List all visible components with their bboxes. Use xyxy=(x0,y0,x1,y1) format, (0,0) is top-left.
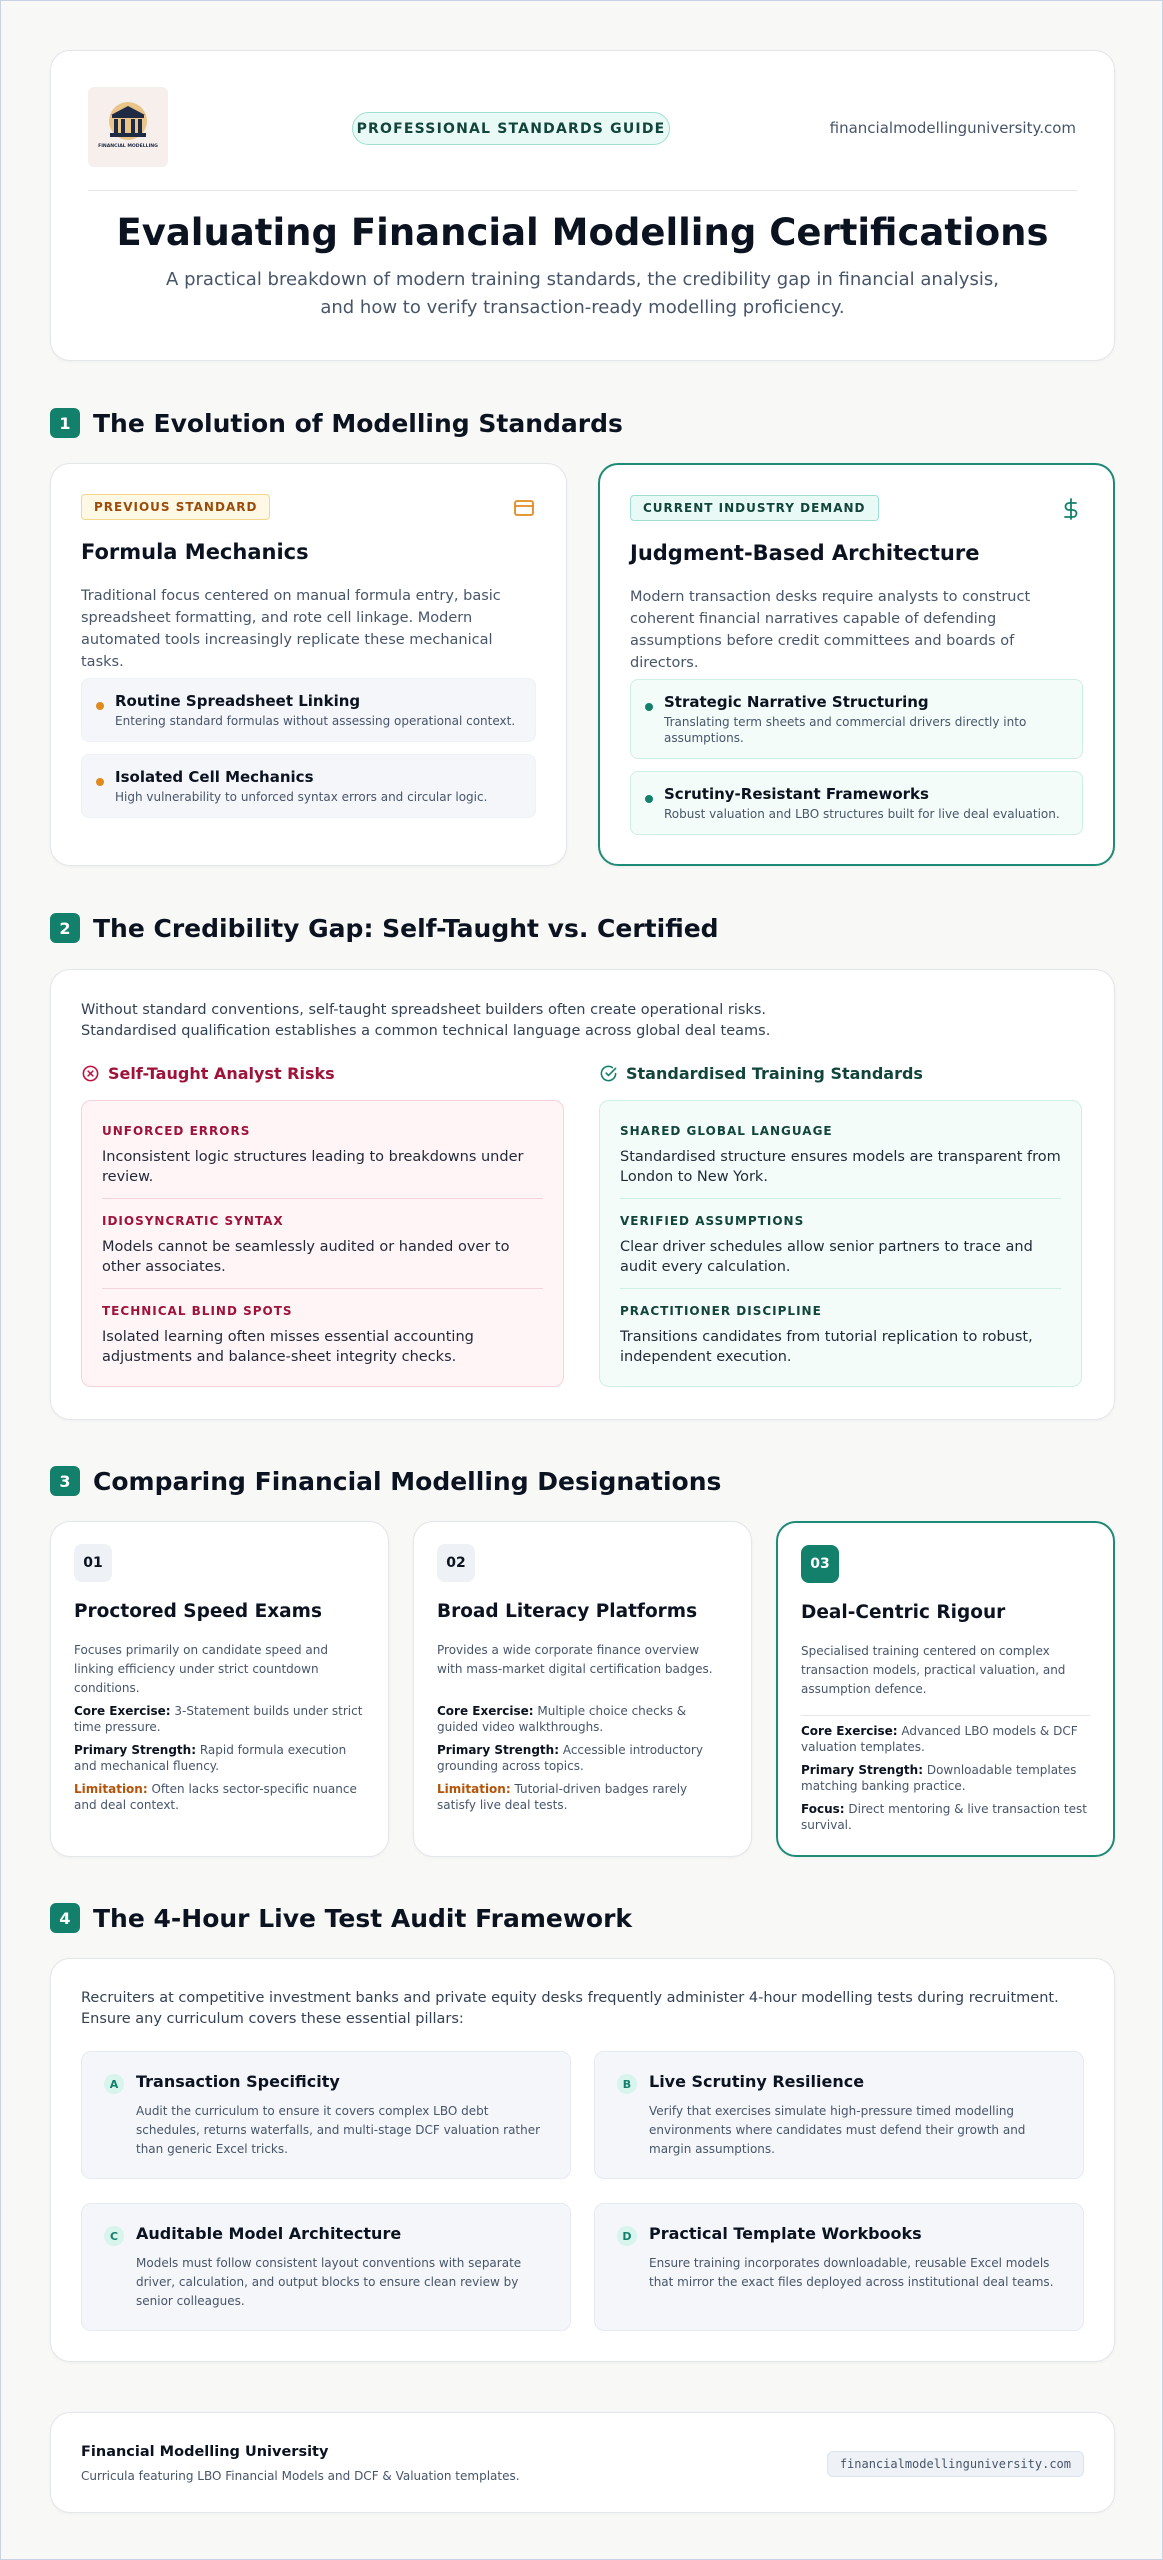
designation-card-deal-centric xyxy=(776,1521,1115,1857)
item-text: Inconsistent logic structures leading to breakdowns under review. xyxy=(102,1149,524,1185)
divider xyxy=(102,1288,543,1289)
item-label: VERIFIED ASSUMPTIONS xyxy=(620,1214,805,1228)
pillar-live-scrutiny xyxy=(594,2051,1084,2179)
header-card xyxy=(50,50,1115,361)
standards-box xyxy=(599,1100,1082,1387)
pillar-description: Models must follow consistent layout conventions with separate driver, calculation, and output blocks to ensure clean review by senior colleagues. xyxy=(136,2256,522,2308)
section-3-header xyxy=(50,1465,721,1497)
logo-wordmark: FINANCIAL MODELLING xyxy=(98,144,158,149)
card-title: Deal-Centric Rigour xyxy=(801,1602,1006,1623)
list-item xyxy=(620,1304,1061,1367)
item-label: PRACTITIONER DISCIPLINE xyxy=(620,1304,822,1318)
card-description: Specialised training centered on complex transaction models, practical valuation, and assumption defence. xyxy=(801,1644,1066,1696)
pillar-badge: D xyxy=(617,2226,637,2246)
list-item xyxy=(102,1304,543,1367)
card-number: 03 xyxy=(801,1545,839,1583)
footer-org-name: Financial Modelling University xyxy=(81,2444,329,2460)
current-demand-pill: CURRENT INDUSTRY DEMAND xyxy=(630,495,879,521)
spec-core: Core Exercise: Advanced LBO models & DCF valuation templates. xyxy=(801,1724,1078,1754)
previous-standard-card xyxy=(50,463,567,866)
previous-standard-pill: PREVIOUS STANDARD xyxy=(81,494,270,520)
bullet-dot-icon xyxy=(645,703,653,711)
card-description: Modern transaction desks require analysts to construct coherent financial narratives capable of defending assumptions before credit committees and boards of directors. xyxy=(630,589,1031,671)
pillar-title: Transaction Specificity xyxy=(136,2072,340,2091)
bullet-dot-icon xyxy=(96,778,104,786)
pillar-template-workbooks xyxy=(594,2203,1084,2331)
divider xyxy=(620,1288,1061,1289)
item-title: Routine Spreadsheet Linking xyxy=(115,692,361,710)
pillar-description: Audit the curriculum to ensure it covers complex LBO debt schedules, returns waterfalls, and multi-stage DCF valuation rather than generic Excel tricks. xyxy=(136,2104,541,2156)
check-circle-icon xyxy=(599,1064,618,1083)
spec-limitation: Limitation: Often lacks sector-specific nuance and deal context. xyxy=(74,1782,357,1812)
pillar-title: Live Scrutiny Resilience xyxy=(649,2072,865,2091)
risks-heading xyxy=(81,1064,335,1083)
item-text: Transitions candidates from tutorial replication to robust, independent execution. xyxy=(620,1329,1033,1365)
list-item xyxy=(620,1214,1061,1277)
guide-badge: PROFESSIONAL STANDARDS GUIDE xyxy=(352,112,670,145)
footer-card xyxy=(50,2412,1115,2513)
list-item xyxy=(102,1124,543,1187)
list-item xyxy=(81,754,536,818)
section-2-header xyxy=(50,912,719,944)
section-1-header xyxy=(50,407,623,439)
item-title: Strategic Narrative Structuring xyxy=(664,693,929,711)
pillar-transaction-specificity xyxy=(81,2051,571,2179)
item-label: UNFORCED ERRORS xyxy=(102,1124,251,1138)
pillar-auditable-architecture xyxy=(81,2203,571,2331)
standards-heading xyxy=(599,1064,923,1083)
card-specs xyxy=(801,1723,1090,1840)
item-description: Robust valuation and LBO structures built for live deal evaluation. xyxy=(664,807,1060,821)
page-subtitle: A practical breakdown of modern training standards, the credibility gap in financial analysis, and how to verify transaction-ready modelling proficiency. xyxy=(166,269,999,318)
pillar-description: Verify that exercises simulate high-pressure timed modelling environments where candidates must defend their growth and margin assumptions. xyxy=(649,2104,1026,2156)
risks-box xyxy=(81,1100,564,1387)
item-text: Models cannot be seamlessly audited or handed over to other associates. xyxy=(102,1239,510,1275)
item-text: Standardised structure ensures models are transparent from London to New York. xyxy=(620,1149,1061,1185)
standards-heading-label: Standardised Training Standards xyxy=(626,1064,923,1083)
window-icon xyxy=(512,496,536,520)
card-specs xyxy=(74,1703,365,1820)
divider xyxy=(102,1198,543,1199)
list-item xyxy=(630,679,1083,759)
divider xyxy=(801,1715,1090,1716)
card-description: Traditional focus centered on manual formula entry, basic spreadsheet formatting, and rote cell linkage. Modern automated tools increasingly replicate these mechanical tasks. xyxy=(81,588,501,670)
list-item xyxy=(81,678,536,742)
spec-strength: Primary Strength: Accessible introductory grounding across topics. xyxy=(437,1743,703,1773)
item-title: Scrutiny-Resistant Frameworks xyxy=(664,785,929,803)
card-title: Formula Mechanics xyxy=(81,540,309,564)
footer-url-link[interactable]: financialmodellinguniversity.com xyxy=(827,2451,1084,2477)
item-label: IDIOSYNCRATIC SYNTAX xyxy=(102,1214,284,1228)
section-4-header xyxy=(50,1902,632,1934)
item-text: Isolated learning often misses essential accounting adjustments and balance-sheet integrity checks. xyxy=(102,1329,474,1365)
risks-heading-label: Self-Taught Analyst Risks xyxy=(108,1064,335,1083)
item-text: Clear driver schedules allow senior partners to trace and audit every calculation. xyxy=(620,1239,1033,1275)
page-title: Evaluating Financial Modelling Certifications xyxy=(116,211,1049,254)
item-title: Isolated Cell Mechanics xyxy=(115,768,314,786)
header-divider xyxy=(88,190,1077,191)
card-description: Focuses primarily on candidate speed and linking efficiency under strict countdown conditions. xyxy=(74,1643,328,1695)
section-title: The Evolution of Modelling Standards xyxy=(93,408,623,438)
card-title: Proctored Speed Exams xyxy=(74,1601,322,1622)
footer-description: Curricula featuring LBO Financial Models and DCF & Valuation templates. xyxy=(81,2469,520,2483)
designation-card-speed-exams xyxy=(50,1521,389,1857)
list-item xyxy=(620,1124,1061,1187)
card-description: Provides a wide corporate finance overview with mass-market digital certification badges. xyxy=(437,1643,713,1676)
section-number: 1 xyxy=(50,408,80,438)
bullet-dot-icon xyxy=(96,702,104,710)
divider xyxy=(620,1198,1061,1199)
list-item xyxy=(630,771,1083,835)
card-number: 02 xyxy=(437,1544,475,1582)
item-description: Entering standard formulas without assessing operational context. xyxy=(115,714,516,728)
pillar-badge: C xyxy=(104,2226,124,2246)
spec-core: Core Exercise: Multiple choice checks & guided video walkthroughs. xyxy=(437,1704,687,1734)
spec-core: Core Exercise: 3-Statement builds under strict time pressure. xyxy=(74,1704,363,1734)
university-logo xyxy=(88,87,168,167)
spec-limitation: Limitation: Tutorial-driven badges rarely satisfy live deal tests. xyxy=(437,1782,688,1812)
section-intro: Without standard conventions, self-taught spreadsheet builders often create operational risks. Standardised qualification establishes a common technical language across global deal teams. xyxy=(81,1002,771,1039)
section-title: The 4-Hour Live Test Audit Framework xyxy=(93,1903,633,1933)
current-demand-card xyxy=(598,463,1115,866)
list-item xyxy=(102,1214,543,1277)
section-number: 4 xyxy=(50,1903,80,1933)
pillar-title: Auditable Model Architecture xyxy=(136,2224,402,2243)
card-title: Judgment-Based Architecture xyxy=(630,541,980,565)
item-label: SHARED GLOBAL LANGUAGE xyxy=(620,1124,833,1138)
item-description: Translating term sheets and commercial drivers directly into assumptions. xyxy=(664,715,1027,745)
card-specs xyxy=(437,1703,728,1820)
pillar-description: Ensure training incorporates downloadable, reusable Excel models that mirror the exact files deployed across institutional deal teams. xyxy=(649,2256,1054,2289)
section-title: Comparing Financial Modelling Designations xyxy=(93,1466,722,1496)
section-number: 3 xyxy=(50,1466,80,1496)
dollar-icon xyxy=(1059,497,1083,521)
section-intro: Recruiters at competitive investment banks and private equity desks frequently administer 4-hour modelling tests during recruitment. Ensure any curriculum covers these essential pillars: xyxy=(81,1990,1059,2027)
site-url-link[interactable]: financialmodellinguniversity.com xyxy=(829,119,1076,137)
card-title: Broad Literacy Platforms xyxy=(437,1601,698,1622)
designation-card-literacy-platforms xyxy=(413,1521,752,1857)
pillar-badge: B xyxy=(617,2074,637,2094)
x-circle-icon xyxy=(81,1064,100,1083)
credibility-gap-card xyxy=(50,969,1115,1420)
pillar-title: Practical Template Workbooks xyxy=(649,2224,922,2243)
section-title: The Credibility Gap: Self-Taught vs. Certified xyxy=(93,913,719,943)
card-number: 01 xyxy=(74,1544,112,1582)
bullet-dot-icon xyxy=(645,795,653,803)
item-description: High vulnerability to unforced syntax errors and circular logic. xyxy=(115,790,488,804)
spec-strength: Primary Strength: Downloadable templates matching banking practice. xyxy=(801,1763,1077,1793)
item-label: TECHNICAL BLIND SPOTS xyxy=(102,1304,293,1318)
section-number: 2 xyxy=(50,913,80,943)
pillar-badge: A xyxy=(104,2074,124,2094)
spec-strength: Primary Strength: Rapid formula execution and mechanical fluency. xyxy=(74,1743,347,1773)
spec-focus: Focus: Direct mentoring & live transaction test survival. xyxy=(801,1802,1087,1832)
audit-framework-card xyxy=(50,1958,1115,2362)
